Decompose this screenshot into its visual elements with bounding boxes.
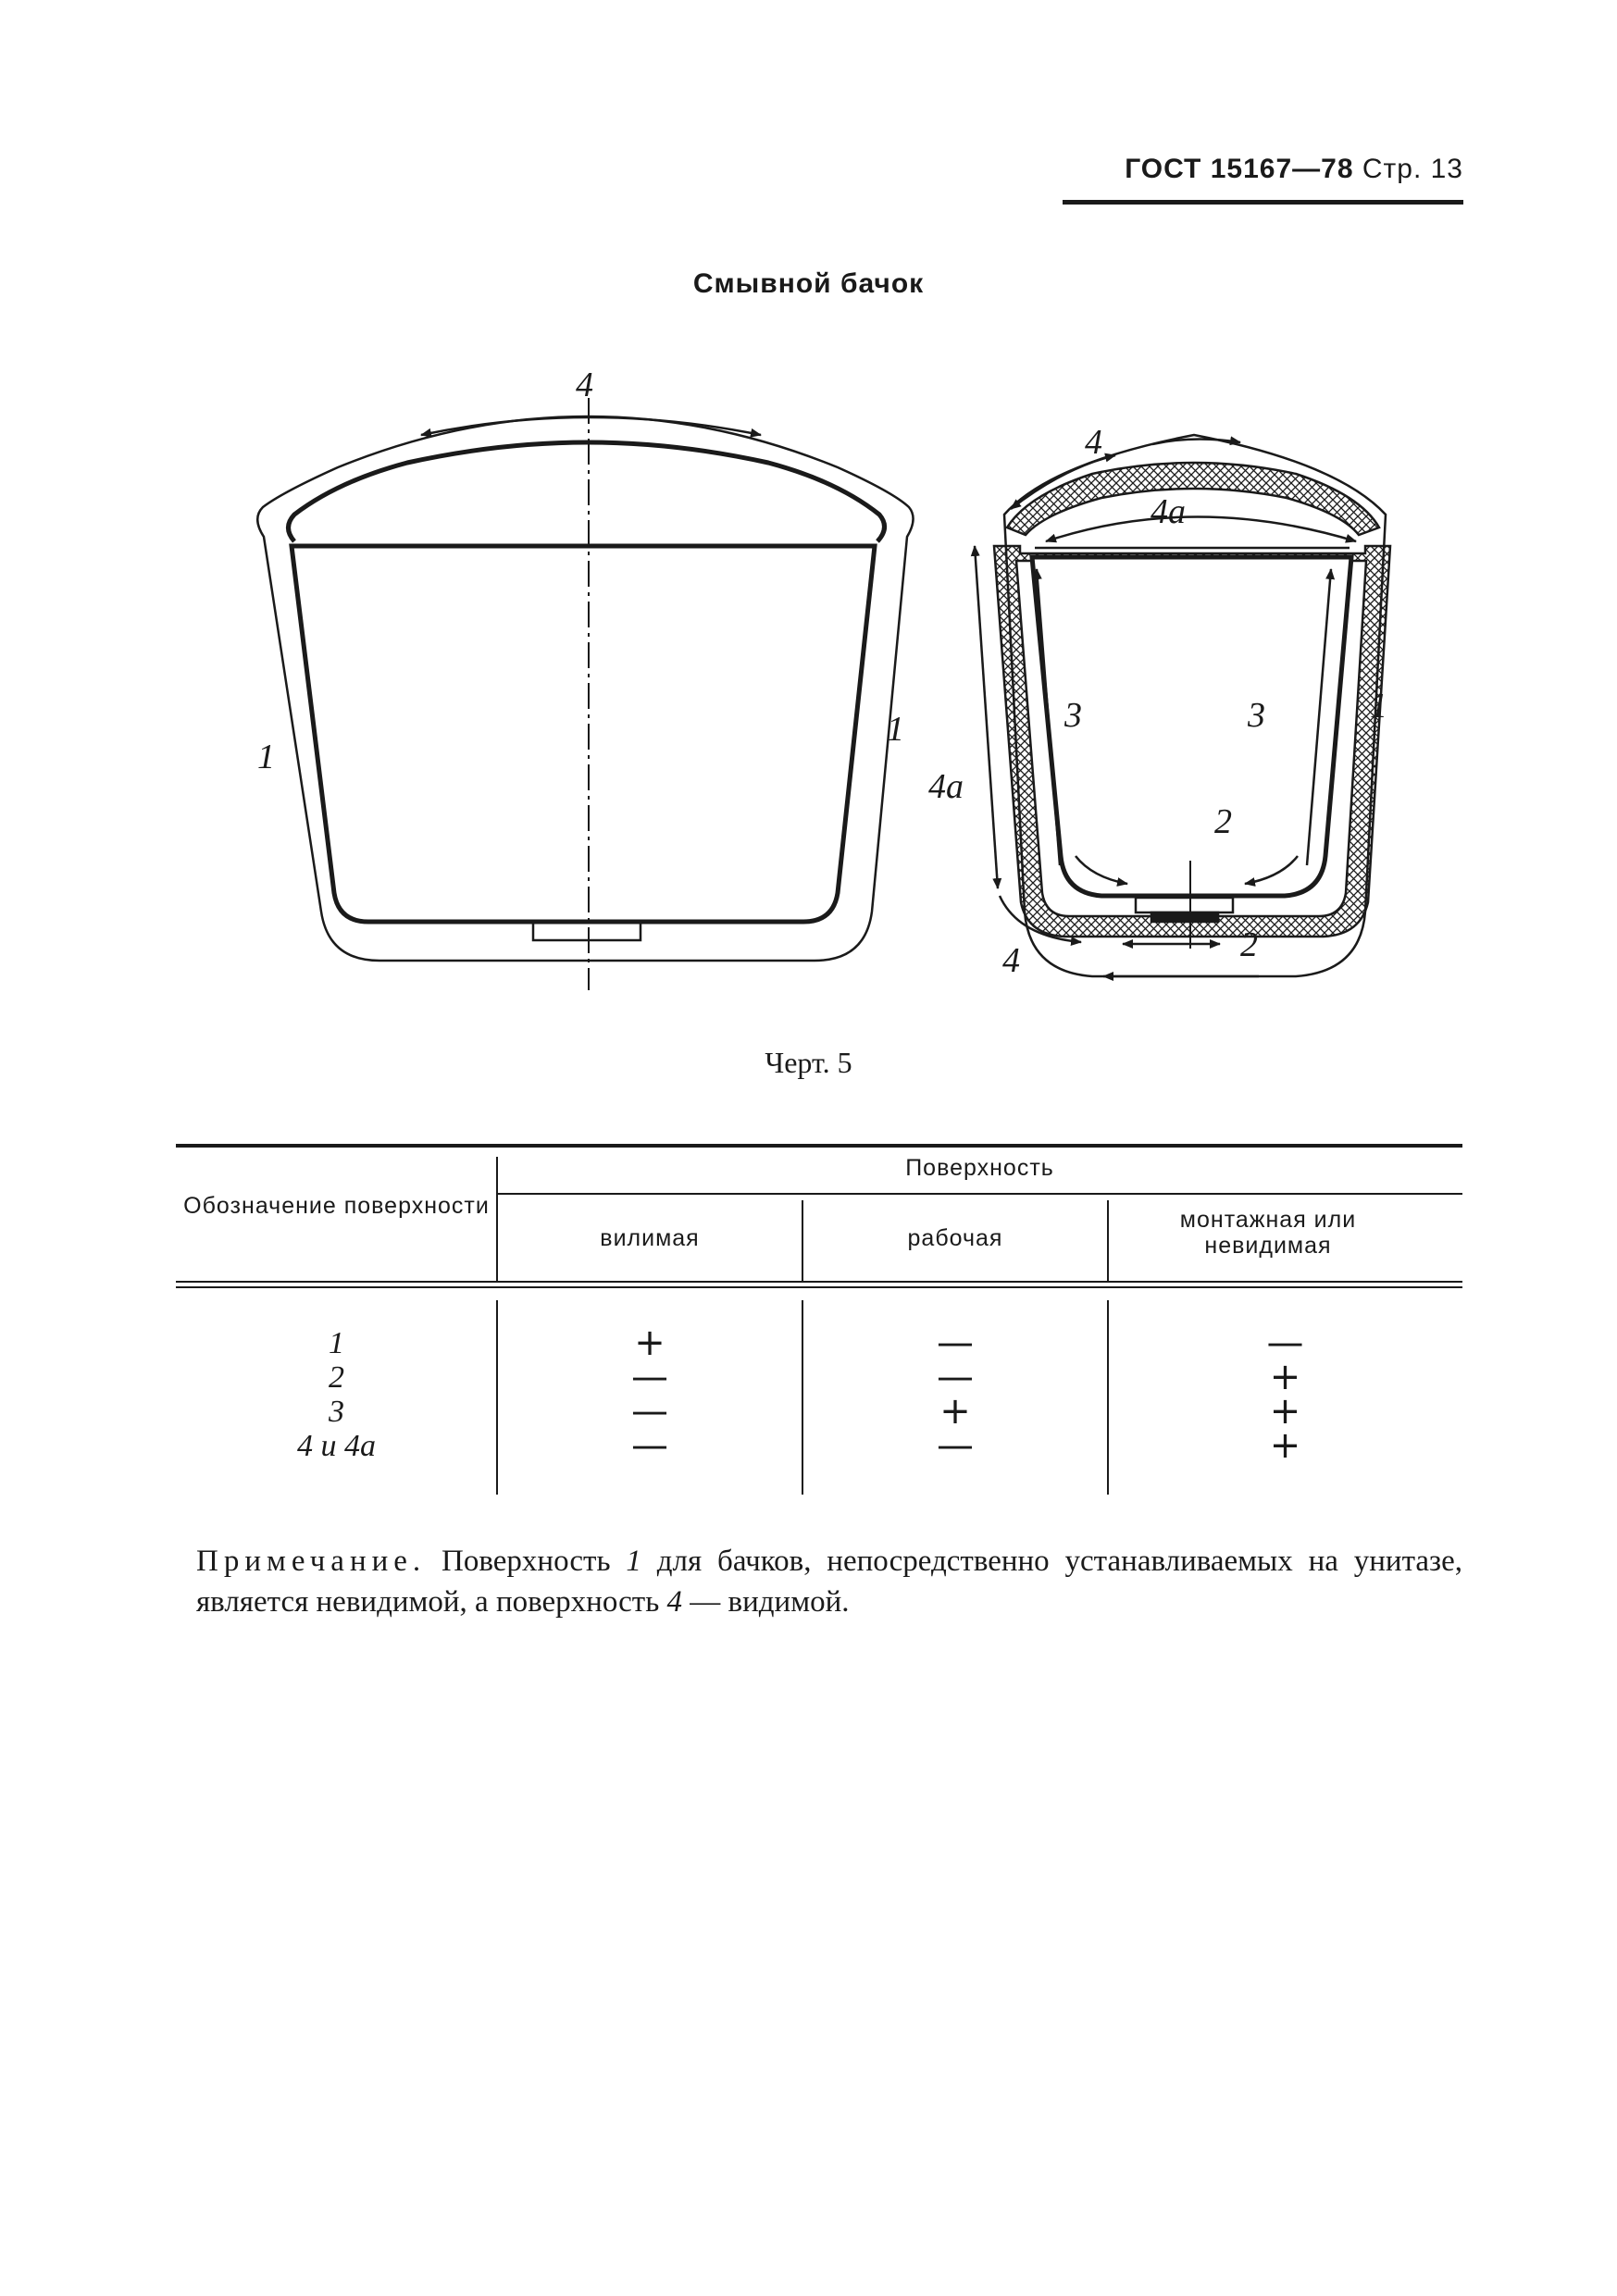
- cell-visible: —: [631, 1390, 668, 1433]
- col-working-header: рабочая: [907, 1225, 1003, 1251]
- note-text-2: для бачков, непосредственно устанавливаемых на унитазе, является невидимой, а поверхность: [196, 1545, 1462, 1619]
- label-right-4-top: 4: [1085, 423, 1102, 462]
- cell-working: —: [937, 1356, 974, 1398]
- label-right-3-right: 3: [1248, 696, 1265, 735]
- arrow-4a-top: [1046, 517, 1356, 542]
- cell-visible: +: [634, 1322, 665, 1364]
- cell-visible: —: [631, 1356, 668, 1398]
- note-ref-1: 1: [626, 1545, 641, 1578]
- left-top-arrow: [421, 417, 761, 435]
- figure-title: Смывной бачок: [692, 268, 925, 299]
- cell-working: —: [937, 1424, 974, 1467]
- cell-mounting: +: [1269, 1390, 1301, 1433]
- cell-visible: —: [631, 1424, 668, 1467]
- right-drain: [1136, 898, 1233, 912]
- note-lead: Примечание.: [196, 1545, 427, 1578]
- left-body: [292, 546, 875, 922]
- cell-working: +: [939, 1390, 971, 1433]
- label-right-4-bottom: 4: [1002, 941, 1020, 980]
- col-mounting-header: монтажная или невидимая: [1179, 1207, 1357, 1259]
- note-paragraph: [196, 1541, 1462, 1622]
- note-text-3: — видимой.: [682, 1585, 850, 1619]
- label-right-2-inner: 2: [1214, 802, 1232, 841]
- note-text-1: Поверхность: [426, 1545, 627, 1578]
- label-right-1: 1: [1370, 687, 1387, 726]
- left-drain: [533, 922, 641, 940]
- row-label: 2: [329, 1360, 344, 1395]
- row-label: 3: [329, 1395, 344, 1429]
- right-drain-flange: [1151, 912, 1218, 922]
- figure-caption: Черт. 5: [765, 1046, 852, 1079]
- cell-working: —: [937, 1322, 974, 1364]
- standard-number: ГОСТ 15167—78: [1125, 154, 1354, 184]
- left-view: [257, 398, 913, 990]
- row-label: 1: [329, 1326, 344, 1360]
- label-right-4a-top: 4а: [1151, 492, 1186, 531]
- label-left-1-right: 1: [887, 710, 904, 749]
- left-lid: [289, 442, 885, 541]
- surface-group-header: Поверхность: [905, 1155, 1054, 1181]
- surface-table: [176, 1143, 1462, 1513]
- arrow-4a-left: [975, 546, 998, 888]
- row-label: 4 и 4а: [297, 1429, 376, 1463]
- left-outer-contour: [257, 416, 913, 961]
- label-right-2-bottom: 2: [1240, 925, 1258, 964]
- label-left-1-left: 1: [257, 738, 275, 776]
- cell-mounting: +: [1269, 1356, 1301, 1398]
- label-left-top: 4: [576, 366, 593, 404]
- label-right-4a-left: 4а: [928, 767, 964, 806]
- col-designation-header: Обозначение поверхности: [183, 1193, 490, 1219]
- table-row: [176, 1424, 1462, 1467]
- page-number: Стр. 13: [1362, 154, 1463, 184]
- tank-drawing: [0, 0, 1617, 1036]
- note-ref-2: 4: [666, 1585, 683, 1619]
- cell-mounting: +: [1269, 1424, 1301, 1467]
- label-right-3-left: 3: [1064, 696, 1082, 735]
- cell-mounting: —: [1266, 1322, 1304, 1364]
- col-visible-header: вилимая: [600, 1225, 700, 1251]
